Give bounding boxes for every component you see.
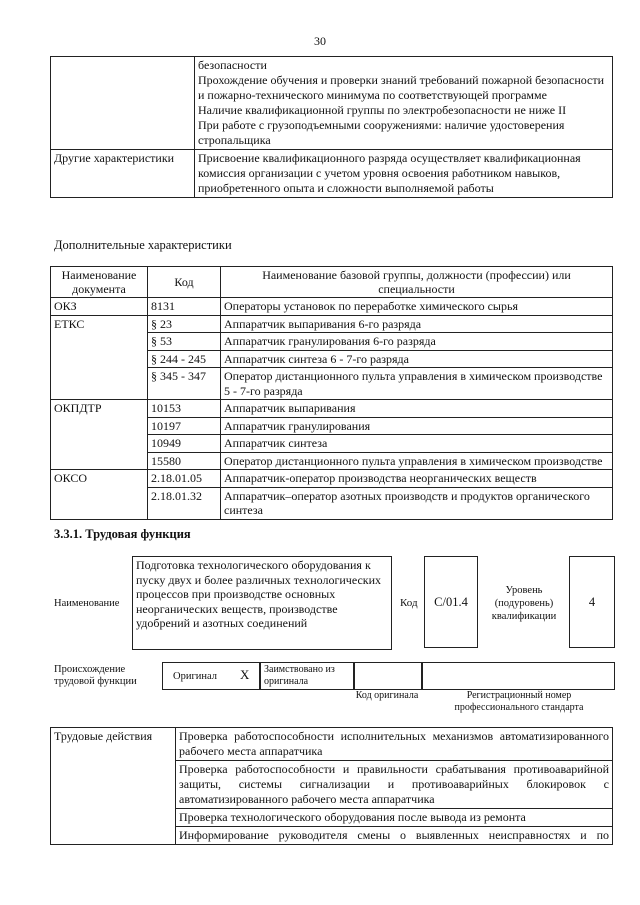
code-cell: § 345 - 347 (148, 368, 221, 400)
name-cell: Аппаратчик синтеза (221, 435, 613, 453)
doc-cell-empty (51, 487, 148, 519)
original-label: Оригинал (173, 671, 217, 682)
requirements-label-cell (51, 57, 195, 150)
header-name: Наименование базовой группы, должности (профессии) или специальности (221, 267, 613, 298)
action-cell: Информирование руководителя смены о выявленных неисправностях и по (176, 827, 613, 845)
borrowed-cell (259, 662, 355, 690)
table-row (51, 761, 613, 809)
header-code: Код (148, 267, 221, 298)
code-cell: 8131 (148, 298, 221, 316)
header-document: Наименование документа (51, 267, 148, 298)
table-row (51, 728, 613, 761)
table-row (51, 350, 613, 368)
other-characteristics-value: Присвоение квалификационного разряда осуществляет квалификационная комиссия организации с учетом уровня освоения работником навыков, приобретенного опыта и сложности выполняемой работы (195, 150, 613, 198)
function-name-box: Подготовка технологического оборудования к пуску двух и более различных технологических процессов при производстве основных неорганических веществ, производстве удобрений и азотных соединений (132, 556, 392, 650)
doc-cell-empty (51, 350, 148, 368)
additional-characteristics-table (50, 266, 613, 520)
table-row (51, 470, 613, 488)
requirement-line: При работе с грузоподъемными сооружениями: наличие удостоверения стропальщика (198, 118, 565, 147)
table-row (51, 809, 613, 827)
table-row (51, 827, 613, 845)
name-cell: Аппаратчик-оператор производства неорганических веществ (221, 470, 613, 488)
original-cell (162, 662, 261, 690)
original-mark: Х (240, 667, 250, 682)
name-cell: Оператор дистанционного пульта управления в химическом производстве 5 - 7-го разряда (221, 368, 613, 400)
code-cell: § 53 (148, 333, 221, 351)
code-cell: § 244 - 245 (148, 350, 221, 368)
code-cell: 2.18.01.05 (148, 470, 221, 488)
name-label: Наименование (54, 598, 120, 609)
table-row (51, 400, 613, 418)
code-original-box (353, 662, 423, 690)
doc-cell: ОКЗ (51, 298, 148, 316)
table-header-row (51, 267, 613, 298)
doc-cell-empty (51, 368, 148, 400)
name-cell: Аппаратчик синтеза 6 - 7-го разряда (221, 350, 613, 368)
code-cell: 10153 (148, 400, 221, 418)
table-row (51, 452, 613, 470)
action-cell: Проверка работоспособности исполнительных механизмов автоматизированного рабочего места аппаратчика (176, 728, 613, 761)
name-cell: Аппаратчик выпаривания (221, 400, 613, 418)
action-cell: Проверка работоспособности и правильности срабатывания противоаварийной защиты, системы сигнализации и противоаварийных блокировок с автоматизированного рабочего места аппаратчика (176, 761, 613, 809)
table-row (51, 333, 613, 351)
code-label: Код (400, 597, 418, 609)
requirement-line: Прохождение обучения и проверки знаний требований пожарной безопасности и пожарно-технического минимума по соответствующей программе (198, 73, 605, 102)
doc-cell-empty (51, 333, 148, 351)
name-cell: Аппаратчик гранулирования 6-го разряда (221, 333, 613, 351)
code-cell: 15580 (148, 452, 221, 470)
doc-cell-empty (51, 435, 148, 453)
additional-characteristics-title: Дополнительные характеристики (54, 238, 232, 252)
name-cell: Операторы установок по переработке химического сырья (221, 298, 613, 316)
table-row (51, 417, 613, 435)
table-row (51, 298, 613, 316)
table-row (51, 368, 613, 400)
doc-cell: ОКСО (51, 470, 148, 488)
name-cell: Аппаратчик–оператор азотных производств и продуктов органического синтеза (221, 487, 613, 519)
reg-number-box (421, 662, 615, 690)
requirements-table (50, 56, 613, 198)
level-value-box: 4 (569, 556, 615, 648)
other-characteristics-label: Другие характеристики (51, 150, 195, 198)
section-heading: 3.3.1. Трудовая функция (54, 527, 191, 541)
name-cell: Аппаратчик гранулирования (221, 417, 613, 435)
requirements-cell (195, 57, 613, 150)
labor-actions-label: Трудовые действия (51, 728, 176, 761)
doc-cell-empty (51, 452, 148, 470)
table-row (51, 487, 613, 519)
label-cell-empty (51, 809, 176, 827)
name-cell: Аппаратчик выпаривания 6-го разряда (221, 315, 613, 333)
level-label: Уровень (подуровень) квалификации (491, 585, 557, 622)
doc-cell: ЕТКС (51, 315, 148, 333)
origin-label: Происхождение трудовой функции (54, 664, 137, 687)
page-number: 30 (314, 34, 326, 48)
label-cell-empty (51, 761, 176, 809)
requirement-line: безопасности (198, 58, 267, 72)
function-code-box: C/01.4 (424, 556, 478, 648)
table-row (51, 315, 613, 333)
name-cell: Оператор дистанционного пульта управления в химическом производстве (221, 452, 613, 470)
doc-cell-empty (51, 417, 148, 435)
reg-number-label: Регистрационный номер профессионального стандарта (454, 690, 584, 713)
doc-cell: ОКПДТР (51, 400, 148, 418)
code-cell: 10949 (148, 435, 221, 453)
labor-actions-table (50, 727, 613, 845)
action-cell: Проверка технологического оборудования после вывода из ремонта (176, 809, 613, 827)
code-cell: 2.18.01.32 (148, 487, 221, 519)
code-original-label: Код оригинала (355, 690, 419, 701)
borrowed-label: Заимствовано из оригинала (264, 664, 335, 687)
requirement-line: Наличие квалификационной группы по электробезопасности не ниже II (198, 103, 567, 117)
code-cell: 10197 (148, 417, 221, 435)
label-cell-empty (51, 827, 176, 845)
table-row (51, 435, 613, 453)
code-cell: § 23 (148, 315, 221, 333)
